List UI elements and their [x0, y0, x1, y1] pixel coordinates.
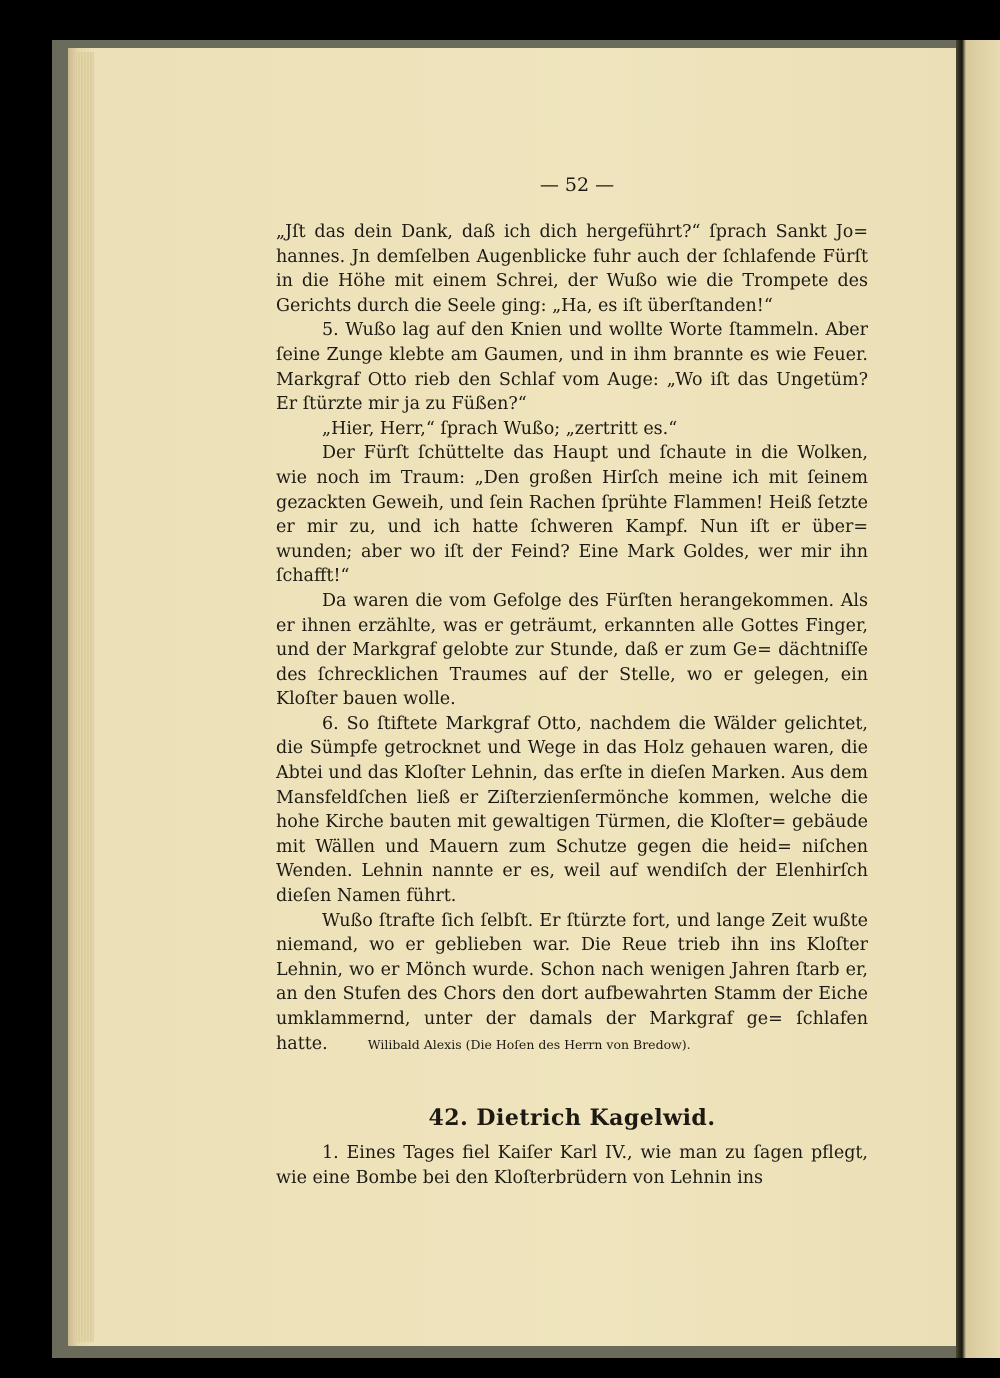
section-heading: 42. Dietrich Kagelwid. — [428, 1105, 716, 1132]
attribution: Wilibald Alexis (Die Hoſen des Herrn von Bredow). — [367, 1036, 691, 1052]
paragraph-7 — [276, 909, 868, 1058]
page-content — [276, 170, 868, 1190]
paragraph-3: „Hier, Herr,“ ſprach Wußo; „zertritt es.“ — [322, 418, 678, 439]
page-number: — 52 — — [539, 174, 615, 196]
paragraph-1: „Jſt das dein Dank, daß ich dich hergeführt?“ ſprach Sankt Jo= hannes. Jn demſelben Augenblicke fuhr auch der ſchlafende Fürſt in die Höhe mit einem Schrei, der Wußo wie die Trompete des Gerichts durch die Seele ging: „Ha, es iſt überſtanden!“ — [276, 222, 868, 316]
paragraph-5: Da waren die vom Gefolge des Fürſten herangekommen. Als er ihnen erzählte, was er geträumt, erkannten alle Gottes Finger, und der Markgraf gelobte zur Stunde, daß er zum Ge= dächtniſſe des ſchrecklichen Traumes auf der Stelle, wo er gelegen, ein Kloſter bauen wolle. — [276, 590, 868, 710]
paragraph-2: 5. Wußo lag auf den Knien und wollte Worte ſtammeln. Aber ſeine Zunge klebte am Gaumen, und in ihm brannte es wie Feuer. Markgraf Otto rieb den Schlaf vom Auge: „Wo iſt das Ungetüm? Er ſtürzte mir ja zu Füßen?“ — [276, 320, 868, 415]
paragraph-6: 6. So ſtiftete Markgraf Otto, nachdem die Wälder gelichtet, die Sümpfe getrocknet und Wege in das Holz gehauen waren, die Abtei und das Kloſter Lehnin, das erſte in dieſen Marken. Aus dem Mansfeldſchen ließ er Ziſterzienſermönche kommen, welche die hohe Kirche bauten mit gewaltigen Türmen, die Kloſter= gebäude mit Wällen und Mauern zum Schutze gegen die heid= niſchen Wenden. Lehnin nannte er es, weil auf wendiſch der Elenhirſch dieſen Namen führt. — [276, 713, 868, 907]
paragraph-7-text: Wußo ſtrafte ſich ſelbſt. Er ſtürzte fort, und lange Zeit wußte niemand, wo er geblieben war. Die Reue trieb ihn ins Kloſter Lehnin, wo er Mönch wurde. Schon nach wenigen Jahren ſtarb er, an den Stufen des Chors den dort aufbewahrten Stamm der Eiche umklammernd, unter der damals der Markgraf ge= ſchlafen hatte. — [276, 910, 868, 1054]
paragraph-4: Der Fürſt ſchüttelte das Haupt und ſchaute in die Wolken, wie noch im Traum: „Den großen Hirſch meine ich mit ſeinem gezackten Geweih, und ſein Rachen ſprühte Flammen! Heiß ſetzte er mir zu, und ich hatte ſchweren Kampf. Nun iſt er über= wunden; aber wo iſt der Feind? Eine Mark Goldes, wer mir ihn ſchafft!“ — [276, 443, 868, 587]
section-paragraph: 1. Eines Tages fiel Kaiſer Karl IV., wie man zu ſagen pflegt, wie eine Bombe bei den Kloſterbrüdern von Lehnin ins — [276, 1143, 868, 1188]
book-gutter — [956, 40, 1000, 1358]
page-edges — [76, 52, 94, 1342]
